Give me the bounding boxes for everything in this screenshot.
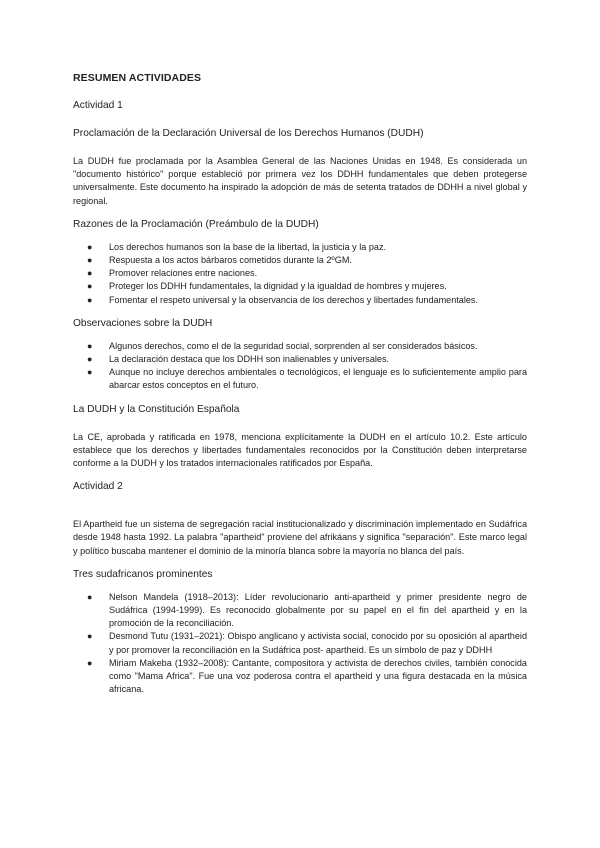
bullet-icon: ● (87, 268, 93, 279)
list-item: ● Fomentar el respeto universal y la observancia de los derechos y libertades fundamentales. (87, 294, 527, 307)
list-item: ● Desmond Tutu (1931–2021): Obispo anglicano y activista social, conocido por su oposición al apartheid y por promover la reconciliación en la Sudáfrica post- apartheid. Es un símbolo de paz y DDHH (87, 631, 527, 655)
udhr-heading: Proclamación de la Declaración Universal de los Derechos Humanos (DUDH) (73, 128, 424, 139)
udhr-intro: La DUDH fue proclamada por la Asamblea General de las Naciones Unidas en 1948. Es considerada un "documento histórico" porque estableció por primera vez los DDHH fundamentales que deben protegerse universalmente. Este documento ha inspirado la adopción de más de setenta tratados de DDHH a nivel global y regional. (73, 156, 527, 206)
list-item: ● Miriam Makeba (1932–2008): Cantante, compositora y activista de derechos civiles, también conocida como "Mama Africa". Fue una voz poderosa contra el apartheid y una figura destacada en la música africana. (87, 657, 527, 695)
list-item: ● Nelson Mandela (1918–2013): Líder revolucionario anti-apartheid y primer presidente negro de Sudáfrica (1994-1999). Es reconocido globalmente por su papel en el fin del apartheid y en la promoción de la reconciliación. (87, 591, 527, 629)
list-item: ● Proteger los DDHH fundamentales, la dignidad y la igualdad de hombres y mujeres. (87, 280, 527, 293)
bullet-icon: ● (87, 281, 93, 292)
people-list (73, 591, 527, 697)
bullet-icon: ● (87, 241, 93, 252)
bullet-icon: ● (87, 294, 93, 305)
constitution-heading: La DUDH y la Constitución Española (73, 403, 240, 415)
reasons-list (73, 241, 527, 307)
bullet-icon: ● (87, 255, 93, 266)
bullet-icon: ● (87, 340, 93, 351)
list-item: ● Aunque no incluye derechos ambientales o tecnológicos, el lenguaje es lo suficientemente amplio para abarcar estos conceptos en el futuro. (87, 367, 527, 391)
bullet-icon: ● (87, 657, 93, 668)
activity-2-label: Actividad 2 (73, 481, 123, 493)
bullet-icon: ● (87, 591, 93, 602)
document-title: RESUMEN ACTIVIDADES (73, 72, 202, 84)
reasons-heading: Razones de la Proclamación (Preámbulo de la DUDH) (73, 218, 319, 230)
list-item: ● Respuesta a los actos bárbaros cometidos durante la 2ºGM. (87, 254, 527, 267)
blank-line (73, 508, 527, 518)
list-item: ● La declaración destaca que los DDHH son inalienables y universales. (87, 353, 527, 366)
apartheid-intro: El Apartheid fue un sistema de segregación racial institucionalizado y discriminación implementado en Sudáfrica desde 1948 hasta 1992. La palabra "apartheid" proviene del afrikáans y significa "separación". Este marco legal y político buscaba mantener el dominio de la minoría blanca sobre la mayoría no blanca del país. (73, 519, 527, 556)
list-item: ● Algunos derechos, como el de la seguridad social, sorprenden al ser considerados básicos. (87, 340, 527, 353)
constitution-text: La CE, aprobada y ratificada en 1978, menciona explícitamente la DUDH en el artículo 10.2. Este artículo establece que los derechos y libertades fundamentales reconocidos por la Constitución deben interpretarse conforme a la DUDH y los tratados internacionales ratificados por España. (73, 431, 527, 469)
list-item: ● Promover relaciones entre naciones. (87, 267, 527, 280)
bullet-icon: ● (87, 631, 93, 642)
bullet-icon: ● (87, 367, 93, 378)
bullet-icon: ● (87, 354, 93, 365)
people-heading: Tres sudafricanos prominentes (73, 568, 213, 580)
list-item: ● Los derechos humanos son la base de la libertad, la justicia y la paz. (87, 241, 527, 254)
observations-list (73, 340, 527, 393)
observations-heading: Observaciones sobre la DUDH (73, 317, 213, 329)
activity-1-label: Actividad 1 (73, 100, 123, 111)
